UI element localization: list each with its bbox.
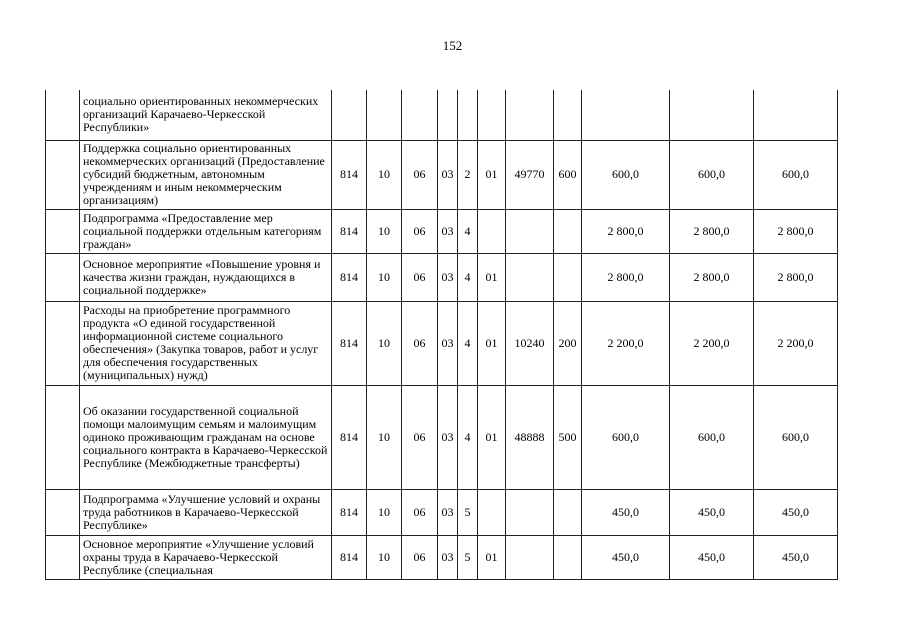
row-adm-cell: 814	[332, 385, 367, 489]
row-v3-cell	[754, 90, 838, 140]
row-name-cell: социально ориентированных некоммерческих организаций Карачаево-Черкесской Республики»	[80, 90, 332, 140]
row-cs2-cell	[458, 90, 478, 140]
row-blank-cell	[46, 385, 80, 489]
row-vr-cell	[554, 253, 582, 301]
row-blank-cell	[46, 301, 80, 385]
row-v3-cell: 450,0	[754, 489, 838, 535]
page-number: 152	[442, 38, 463, 53]
row-cs4-cell	[506, 535, 554, 579]
row-rz-cell: 10	[367, 209, 402, 253]
row-v2-cell: 450,0	[670, 535, 754, 579]
row-vr-cell	[554, 489, 582, 535]
row-v2-cell: 2 800,0	[670, 253, 754, 301]
row-v1-cell: 450,0	[582, 489, 670, 535]
row-cs4-cell	[506, 253, 554, 301]
table-row	[46, 489, 838, 535]
table-row	[46, 301, 838, 385]
row-v3-cell: 2 200,0	[754, 301, 838, 385]
row-pr-cell: 06	[402, 535, 438, 579]
row-v2-cell: 450,0	[670, 489, 754, 535]
row-vr-cell	[554, 209, 582, 253]
row-blank-cell	[46, 140, 80, 209]
row-adm-cell: 814	[332, 209, 367, 253]
row-cs4-cell	[506, 90, 554, 140]
row-v2-cell: 600,0	[670, 385, 754, 489]
row-rz-cell	[367, 90, 402, 140]
row-cs1-cell: 03	[438, 209, 458, 253]
row-vr-cell	[554, 535, 582, 579]
table-row	[46, 253, 838, 301]
row-v3-cell: 2 800,0	[754, 253, 838, 301]
row-cs3-cell	[478, 90, 506, 140]
budget-table	[45, 90, 838, 580]
row-adm-cell: 814	[332, 535, 367, 579]
row-rz-cell: 10	[367, 489, 402, 535]
row-name-cell: Основное мероприятие «Повышение уровня и качества жизни граждан, нуждающихся в социальной поддержке»	[80, 253, 332, 301]
row-cs3-cell: 01	[478, 301, 506, 385]
row-v1-cell: 2 200,0	[582, 301, 670, 385]
row-cs3-cell	[478, 209, 506, 253]
row-adm-cell: 814	[332, 301, 367, 385]
row-pr-cell: 06	[402, 253, 438, 301]
row-cs1-cell: 03	[438, 385, 458, 489]
row-cs4-cell	[506, 209, 554, 253]
row-adm-cell: 814	[332, 140, 367, 209]
row-v1-cell	[582, 90, 670, 140]
row-adm-cell: 814	[332, 253, 367, 301]
row-adm-cell: 814	[332, 489, 367, 535]
row-cs2-cell: 4	[458, 253, 478, 301]
row-cs3-cell	[478, 489, 506, 535]
row-name-cell: Подпрограмма «Предоставление мер социальной поддержки отдельным категориям граждан»	[80, 209, 332, 253]
row-cs3-cell: 01	[478, 253, 506, 301]
row-vr-cell	[554, 90, 582, 140]
row-name-cell: Основное мероприятие «Улучшение условий охраны труда в Карачаево-Черкесской Республике (специальная	[80, 535, 332, 579]
row-v3-cell: 450,0	[754, 535, 838, 579]
row-blank-cell	[46, 90, 80, 140]
row-name-cell: Подпрограмма «Улучшение условий и охраны труда работников в Карачаево-Черкесской Республике»	[80, 489, 332, 535]
row-v3-cell: 2 800,0	[754, 209, 838, 253]
row-v2-cell: 2 200,0	[670, 301, 754, 385]
row-cs1-cell	[438, 90, 458, 140]
table-row	[46, 209, 838, 253]
row-v2-cell: 2 800,0	[670, 209, 754, 253]
row-v3-cell: 600,0	[754, 385, 838, 489]
row-cs3-cell: 01	[478, 535, 506, 579]
row-vr-cell: 600	[554, 140, 582, 209]
row-v2-cell	[670, 90, 754, 140]
row-adm-cell	[332, 90, 367, 140]
row-vr-cell: 200	[554, 301, 582, 385]
table-row	[46, 140, 838, 209]
table-row	[46, 385, 838, 489]
row-pr-cell: 06	[402, 301, 438, 385]
row-pr-cell: 06	[402, 385, 438, 489]
row-v3-cell: 600,0	[754, 140, 838, 209]
row-vr-cell: 500	[554, 385, 582, 489]
row-blank-cell	[46, 209, 80, 253]
row-cs3-cell: 01	[478, 140, 506, 209]
row-cs4-cell: 49770	[506, 140, 554, 209]
row-rz-cell: 10	[367, 253, 402, 301]
row-rz-cell: 10	[367, 535, 402, 579]
row-v1-cell: 450,0	[582, 535, 670, 579]
row-v1-cell: 600,0	[582, 140, 670, 209]
row-pr-cell: 06	[402, 209, 438, 253]
row-cs3-cell: 01	[478, 385, 506, 489]
row-name-cell: Расходы на приобретение программного продукта «О единой государственной информационной системе социального обеспечения» (Закупка товаров, работ и услуг для обеспечения государственных (муниципальных) нужд)	[80, 301, 332, 385]
row-cs1-cell: 03	[438, 140, 458, 209]
row-pr-cell: 06	[402, 140, 438, 209]
row-cs4-cell: 48888	[506, 385, 554, 489]
table-row	[46, 535, 838, 579]
row-rz-cell: 10	[367, 140, 402, 209]
row-pr-cell: 06	[402, 489, 438, 535]
row-blank-cell	[46, 253, 80, 301]
row-name-cell: Об оказании государственной социальной помощи малоимущим семьям и малоимущим одиноко проживающим гражданам на основе социального контракта в Карачаево-Черкесской Республике (Межбюджетные трансферты)	[80, 385, 332, 489]
row-v2-cell: 600,0	[670, 140, 754, 209]
row-v1-cell: 2 800,0	[582, 253, 670, 301]
row-cs2-cell: 4	[458, 209, 478, 253]
row-cs4-cell: 10240	[506, 301, 554, 385]
row-rz-cell: 10	[367, 385, 402, 489]
row-cs2-cell: 4	[458, 301, 478, 385]
row-cs4-cell	[506, 489, 554, 535]
row-cs1-cell: 03	[438, 489, 458, 535]
row-v1-cell: 600,0	[582, 385, 670, 489]
row-cs2-cell: 5	[458, 489, 478, 535]
row-v1-cell: 2 800,0	[582, 209, 670, 253]
row-cs2-cell: 2	[458, 140, 478, 209]
row-blank-cell	[46, 489, 80, 535]
row-cs1-cell: 03	[438, 253, 458, 301]
row-cs1-cell: 03	[438, 535, 458, 579]
row-cs2-cell: 4	[458, 385, 478, 489]
row-cs1-cell: 03	[438, 301, 458, 385]
row-cs2-cell: 5	[458, 535, 478, 579]
table-row	[46, 90, 838, 140]
row-pr-cell	[402, 90, 438, 140]
row-blank-cell	[46, 535, 80, 579]
row-name-cell: Поддержка социально ориентированных некоммерческих организаций (Предоставление субсидий бюджетным, автономным учреждениям и иным некоммерческим организациям)	[80, 140, 332, 209]
row-rz-cell: 10	[367, 301, 402, 385]
